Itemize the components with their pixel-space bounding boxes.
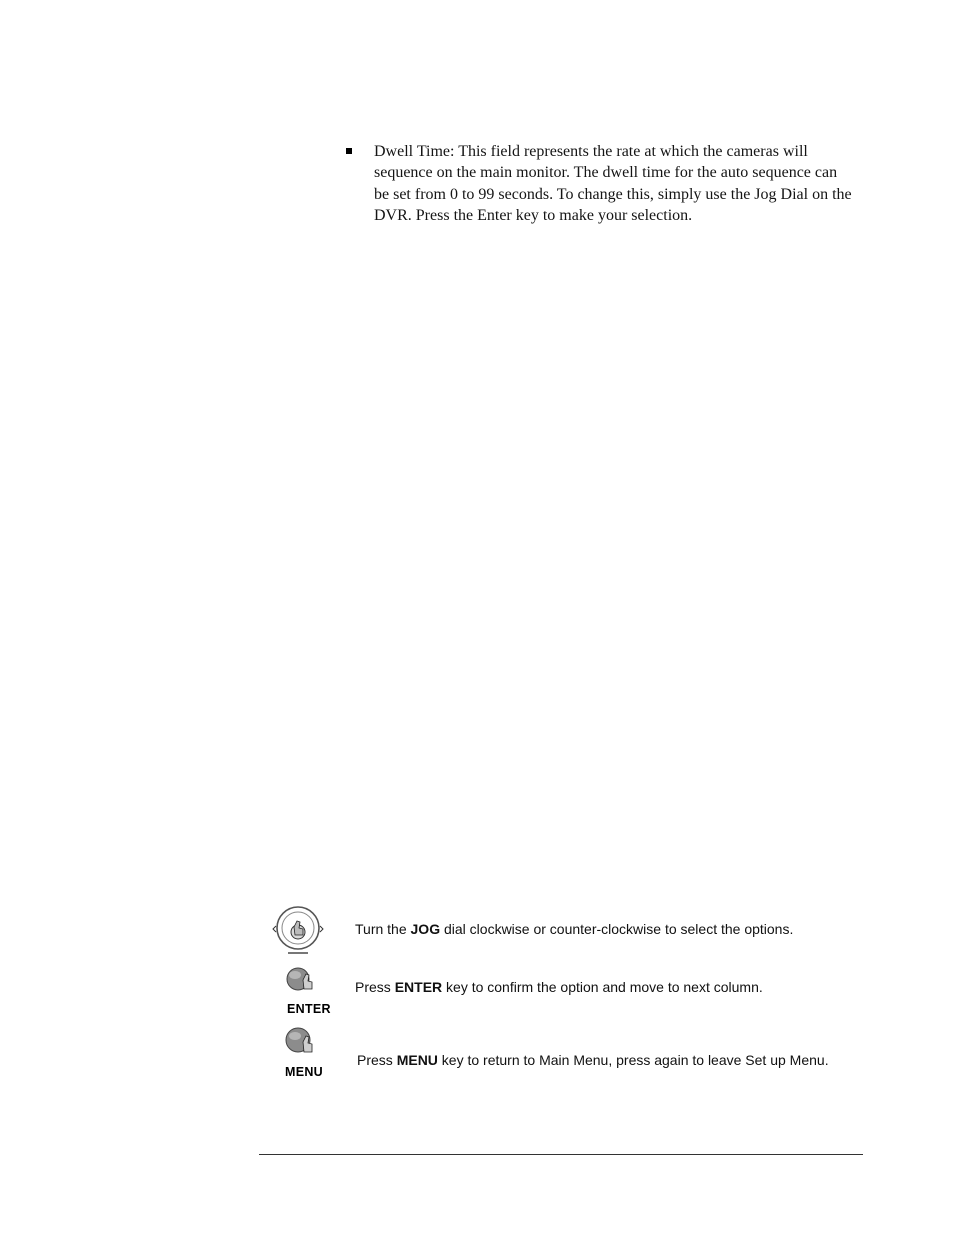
jog-key-name: JOG [410,921,441,937]
menu-instruction-text [357,1052,829,1068]
menu-instruction-prefix: Press [357,1052,397,1068]
jog-instruction-prefix: Turn the [355,921,411,937]
enter-instruction-text [355,979,763,995]
bullet-square-icon [346,148,352,154]
menu-key-caption: MENU [285,1065,324,1079]
enter-button-icon [283,966,323,996]
enter-instruction-prefix: Press [355,979,395,995]
enter-key-caption: ENTER [287,1002,331,1016]
enter-instruction-row [270,966,870,1018]
jog-instruction-suffix: dial clockwise or counter-clockwise to select the options. [440,921,794,937]
footer-divider [259,1154,863,1155]
dwell-time-description: This field represents the rate at which the cameras will sequence on the main monitor. The dwell time for the auto sequence can be set from 0 to 99 seconds. To change this, simply use the Jog Dial on the DVR. Press the Enter key to make your selection. [374,143,852,224]
enter-instruction-suffix: key to confirm the option and move to next column. [442,979,763,995]
dwell-time-paragraph [374,141,856,226]
dwell-time-label: Dwell Time: [374,143,455,160]
jog-instruction-text [355,921,793,937]
menu-key-name: MENU [396,1052,438,1068]
dwell-time-bullet [346,141,856,226]
menu-button-icon [283,1026,323,1060]
jog-instruction-row [270,903,870,959]
menu-instruction-suffix: key to return to Main Menu, press again to leave Set up Menu. [437,1052,829,1068]
enter-key-name: ENTER [394,979,443,995]
jog-dial-icon [270,903,328,959]
menu-instruction-row [270,1026,870,1082]
